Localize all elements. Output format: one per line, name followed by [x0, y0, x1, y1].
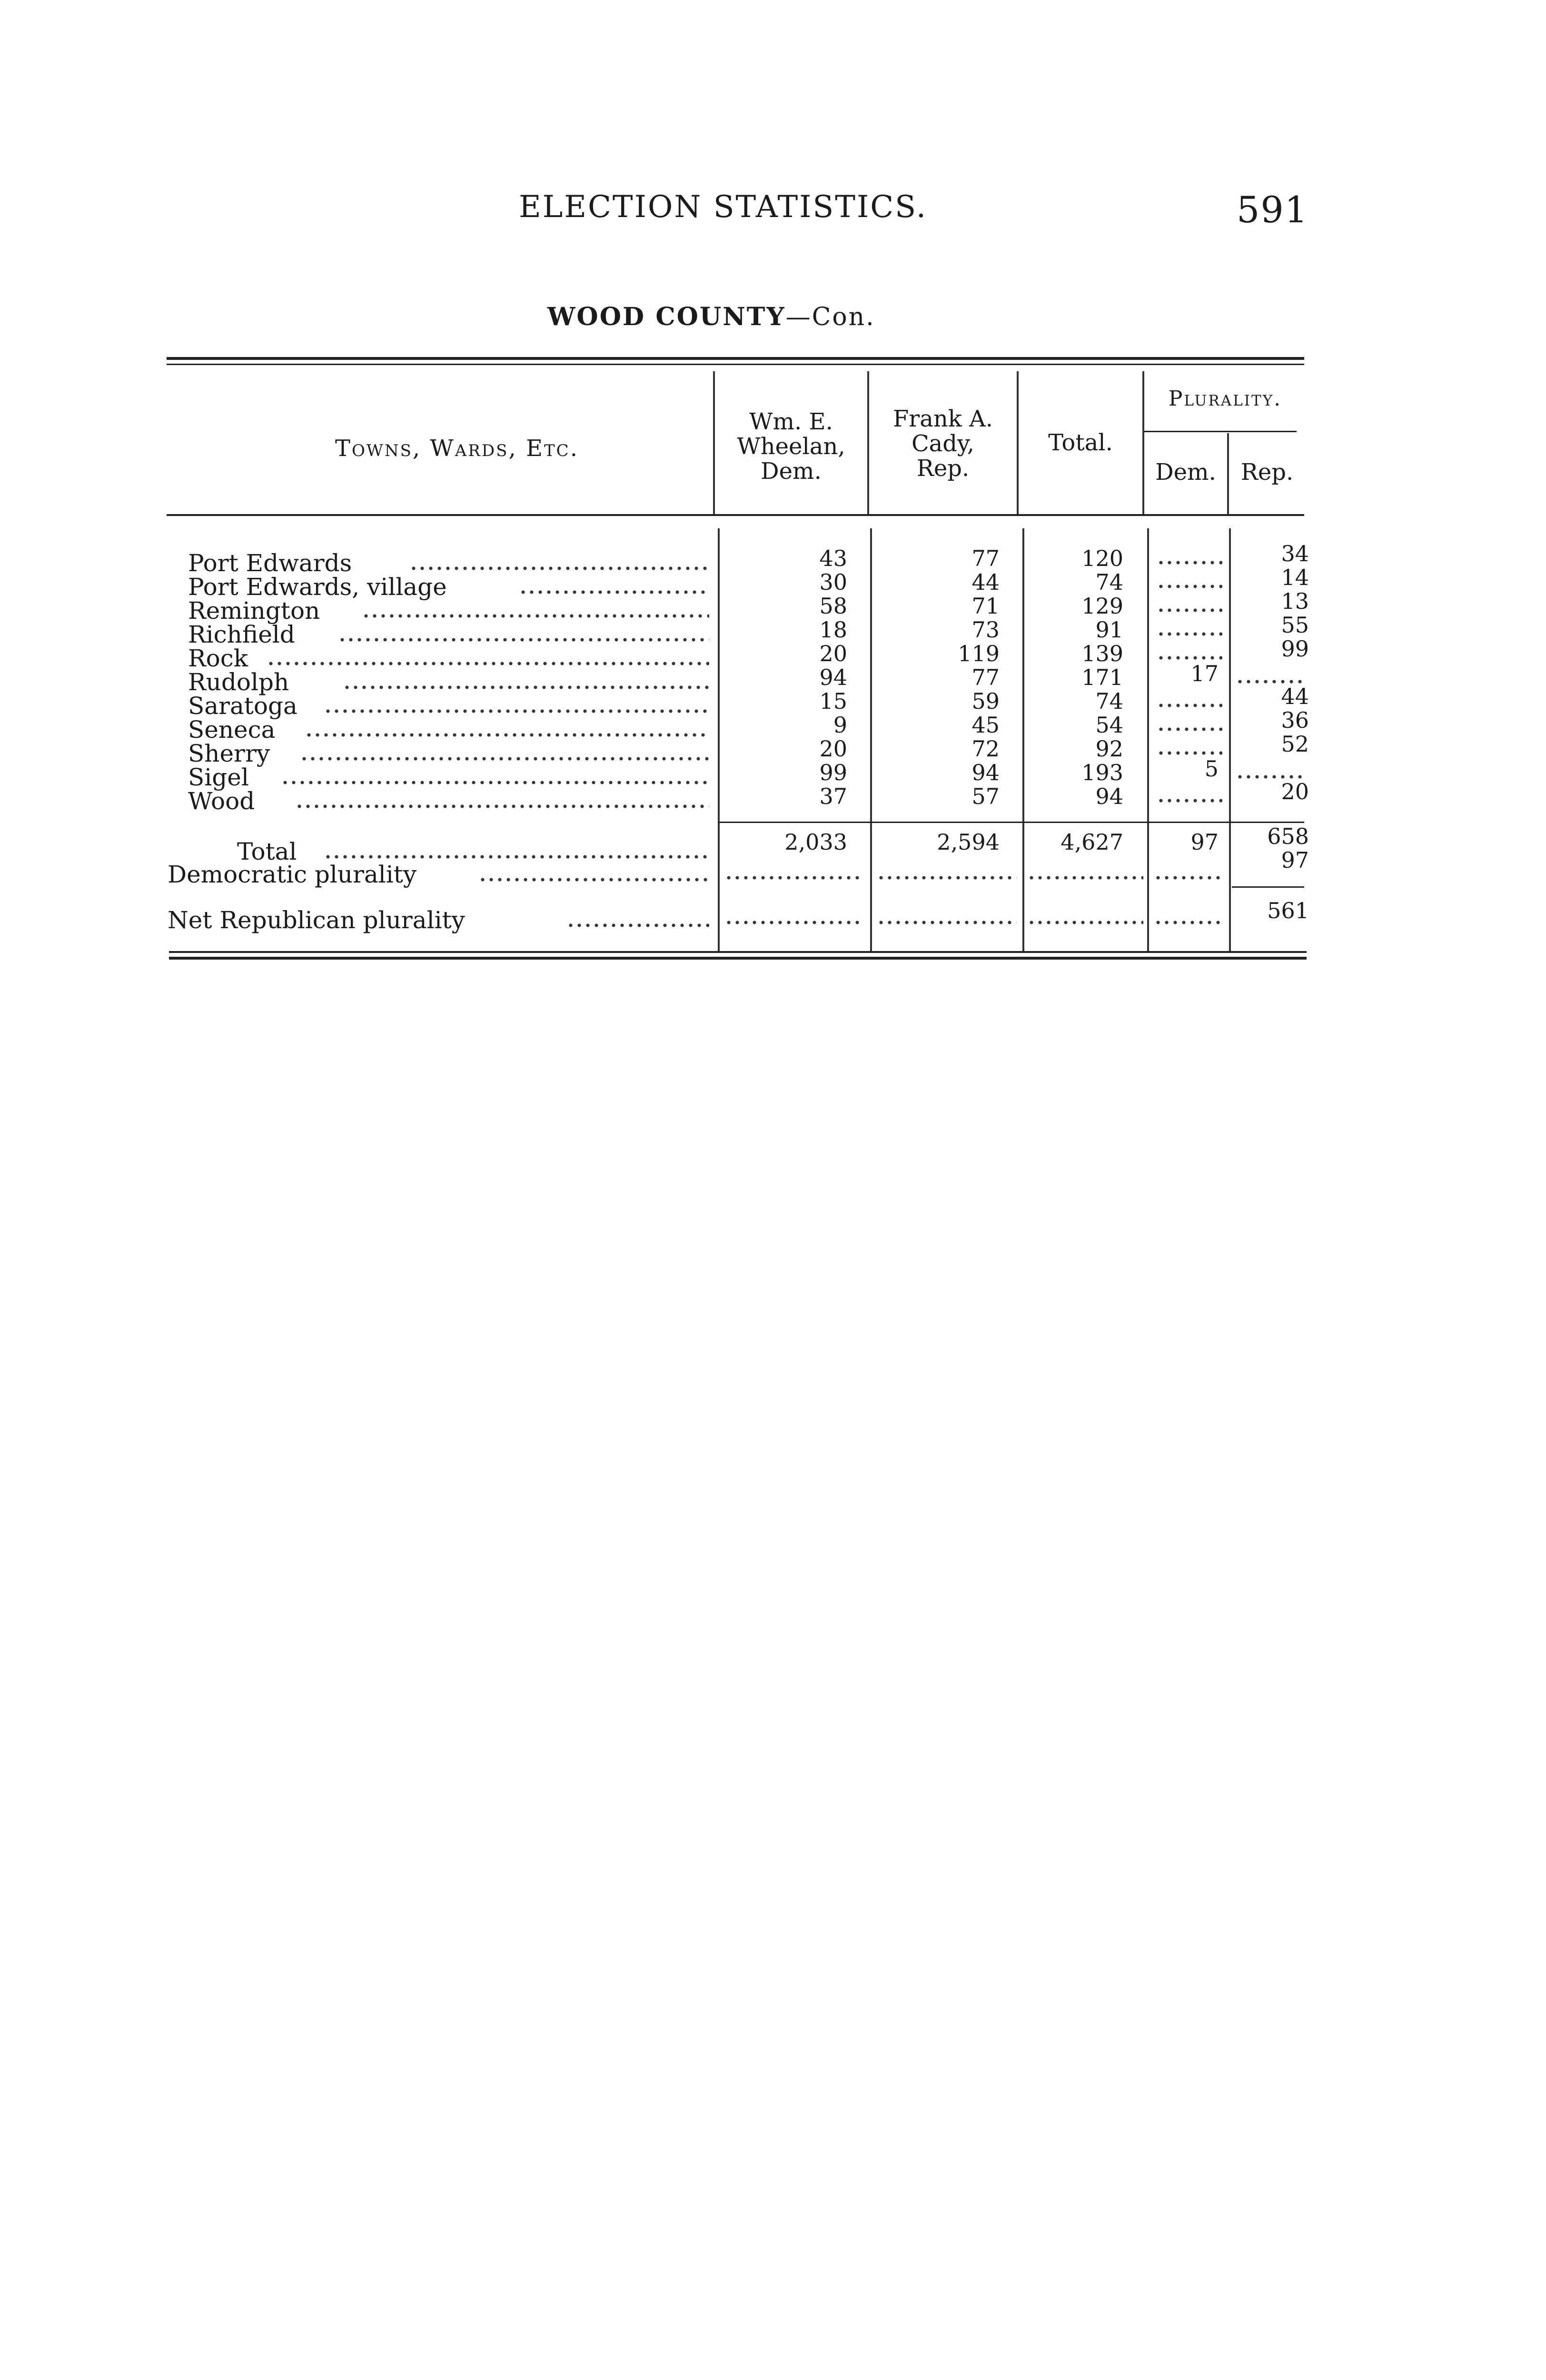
cell-total: 120	[1081, 545, 1123, 571]
cell-rep: 71	[971, 593, 1000, 619]
dot-leader	[1157, 799, 1222, 803]
col-header-rep-candidate: Frank A. Cady, Rep.	[892, 406, 993, 482]
dot-leader	[281, 781, 709, 784]
dot-leader	[1027, 921, 1143, 924]
cell-plurality-rep: 34	[1281, 541, 1309, 566]
dem-plurality-rep: 97	[1281, 847, 1309, 873]
cell-total: 74	[1095, 569, 1123, 595]
cell-total: 139	[1081, 641, 1123, 666]
cell-plurality-rep: 20	[1281, 779, 1309, 804]
col-header-plurality: Plurality.	[1168, 387, 1282, 411]
cell-rep: 77	[971, 545, 1000, 571]
cell-rep: 57	[971, 783, 1000, 809]
cell-dem: 9	[833, 712, 847, 738]
row-name: Rock	[188, 645, 248, 672]
totals-rule	[719, 822, 1304, 823]
cell-rep: 44	[971, 569, 1000, 595]
dot-leader	[877, 921, 1017, 924]
cell-dem: 43	[819, 545, 847, 571]
dot-leader	[305, 733, 709, 737]
cell-total: 94	[1095, 783, 1123, 809]
dot-leader	[724, 921, 862, 924]
cell-dem: 20	[819, 736, 847, 762]
dot-leader	[1157, 585, 1222, 588]
dot-leader	[1236, 775, 1302, 779]
dot-leader	[877, 876, 1017, 880]
row-name: Richfield	[188, 621, 295, 648]
cell-dem: 20	[819, 641, 847, 666]
dot-leader	[1154, 921, 1222, 924]
dot-leader	[1236, 680, 1302, 684]
header-bottom-rule	[167, 514, 1304, 516]
col-header-total: Total.	[1048, 429, 1113, 456]
cell-rep: 59	[971, 688, 1000, 714]
total-plurality-rep: 658	[1267, 823, 1309, 849]
body-divider	[718, 528, 720, 952]
dot-leader	[1157, 561, 1222, 565]
cell-total: 91	[1095, 617, 1123, 643]
county-name: WOOD COUNTY	[547, 302, 786, 331]
dot-leader	[1157, 727, 1222, 731]
cell-total: 193	[1081, 760, 1123, 785]
cell-plurality-rep: 14	[1281, 565, 1309, 590]
row-name: Port Edwards, village	[188, 573, 447, 601]
net-rep-plurality-rep: 561	[1267, 898, 1309, 923]
cell-rep: 72	[971, 736, 1000, 762]
cell-dem: 18	[819, 617, 847, 643]
page-number: 591	[1237, 188, 1309, 231]
body-divider	[1147, 528, 1149, 952]
dot-leader	[1157, 656, 1222, 660]
plurality-under-rule	[1144, 431, 1297, 432]
dot-leader	[362, 614, 709, 618]
col-header-dem-candidate: Wm. E. Wheelan, Dem.	[737, 408, 845, 485]
col-header-towns: Towns, Wards, Etc.	[335, 435, 579, 462]
cell-rep: 119	[958, 641, 1000, 666]
dot-leader	[324, 709, 709, 713]
dot-leader	[343, 685, 709, 689]
county-suffix: —Con.	[785, 303, 875, 331]
row-name: Remington	[188, 597, 320, 625]
dot-leader	[409, 566, 709, 570]
dot-leader	[478, 878, 709, 882]
total-dem: 2,033	[784, 829, 847, 855]
cell-total: 171	[1081, 664, 1123, 690]
running-title: ELECTION STATISTICS.	[519, 189, 928, 225]
cell-total: 92	[1095, 736, 1123, 762]
county-title	[547, 302, 875, 331]
row-name: Saratoga	[188, 692, 297, 720]
row-name: Seneca	[188, 716, 276, 744]
net-rep-plurality-label: Net Republican plurality	[168, 906, 465, 934]
dot-leader	[324, 855, 709, 859]
cell-dem: 58	[819, 593, 847, 619]
cell-plurality-rep: 36	[1281, 707, 1309, 733]
cell-rep: 77	[971, 664, 1000, 690]
cell-plurality-rep: 55	[1281, 612, 1309, 638]
dem-plurality-label: Democratic plurality	[168, 861, 417, 888]
dot-leader	[1157, 704, 1222, 707]
dot-leader	[519, 590, 709, 594]
cell-total: 74	[1095, 688, 1123, 714]
dot-leader	[267, 662, 709, 665]
cell-plurality-dem: 5	[1204, 756, 1219, 782]
dot-leader	[1157, 632, 1222, 636]
body-divider	[1022, 528, 1024, 952]
table-bottom-rule	[169, 957, 1307, 960]
cell-plurality-rep: 44	[1281, 684, 1309, 709]
table-top-rule-thin	[167, 364, 1304, 365]
row-name: Sigel	[188, 764, 249, 791]
totals-label: Total	[237, 838, 297, 865]
cell-rep: 73	[971, 617, 1000, 643]
cell-dem: 30	[819, 569, 847, 595]
dot-leader	[1027, 876, 1143, 880]
cell-plurality-dem: 17	[1190, 661, 1219, 686]
row-name: Port Edwards	[188, 549, 352, 577]
dot-leader	[295, 804, 709, 808]
cell-dem: 94	[819, 664, 847, 690]
cell-dem: 15	[819, 688, 847, 714]
dot-leader	[300, 757, 709, 761]
col-header-plurality-dem: Dem.	[1155, 459, 1216, 486]
dot-leader	[1157, 751, 1222, 755]
total-all: 4,627	[1060, 829, 1123, 855]
cell-plurality-rep: 13	[1281, 588, 1309, 614]
dot-leader	[338, 638, 709, 642]
dot-leader	[1157, 608, 1222, 612]
cell-total: 54	[1095, 712, 1123, 738]
body-divider	[1229, 528, 1231, 952]
row-name: Rudolph	[188, 668, 289, 696]
total-plurality-dem: 97	[1190, 829, 1219, 855]
cell-plurality-rep: 99	[1281, 636, 1309, 662]
net-rule	[1232, 886, 1304, 888]
total-rep: 2,594	[937, 829, 1000, 855]
cell-dem: 99	[819, 760, 847, 785]
dot-leader	[1154, 876, 1222, 880]
table-top-rule	[167, 357, 1304, 360]
row-name: Wood	[188, 787, 255, 815]
cell-dem: 37	[819, 783, 847, 809]
cell-rep: 45	[971, 712, 1000, 738]
cell-plurality-rep: 52	[1281, 731, 1309, 757]
col-header-plurality-rep: Rep.	[1240, 459, 1294, 486]
table-bottom-rule-thin	[169, 951, 1307, 953]
dot-leader	[566, 923, 709, 927]
dot-leader	[724, 876, 862, 880]
body-divider	[870, 528, 872, 952]
row-name: Sherry	[188, 740, 270, 767]
cell-total: 129	[1081, 593, 1123, 619]
cell-rep: 94	[971, 760, 1000, 785]
